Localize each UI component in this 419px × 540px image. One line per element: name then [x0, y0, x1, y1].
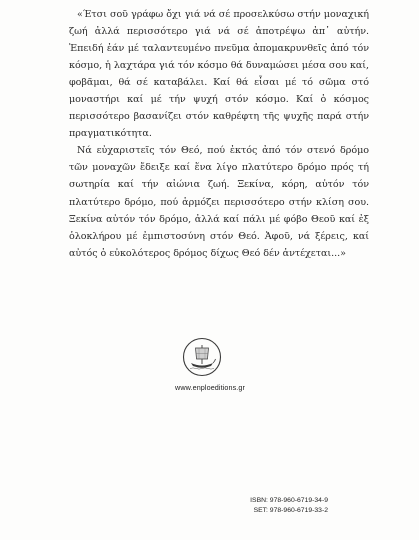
set-isbn-number: SET: 978-960-6719-33-2 — [253, 507, 328, 514]
paragraph-1: «Έτσι σοῦ γράφω ὄχι γιά νά σέ προσελκύσω στήν μοναχική ζωή ἀλλά περισσότερο γιά νά σέ ἀποτρέψω ἀπ᾿ αὐτήν. Ἐπειδή ἐάν μέ ταλαντευμένο πνεῦμα ἀπομακρυνθεῖς ἀπό τόν κόσμο, ἡ λαχτάρα γιά τόν κόσμο θά δυναμώσει μέσα σου καί, φοβᾶμαι, θά σέ καταβάλει. Καί θά εἶσαι μέ τό σῶμα στό μοναστήρι καί μέ τήν ψυχή στόν κόσμο. Καί ὁ κόσμος περισσότερο βασανίζει στόν καθρέφτη τῆς ψυχῆς παρά στήν πραγματικότητα. — [69, 9, 369, 140]
paragraph-2: Νά εὐχαριστεῖς τόν Θεό, πού ἐκτός ἀπό τόν στενό δρόμο τῶν μοναχῶν ἔδειξε καί ἕνα λίγο πλατύτερο δρόμο πρός τή σωτηρία καί τήν αἰώνια ζωή. Ξεκίνα, κόρη, αὐτόν τόν πλατύτερο δρόμο, πού ἁρμόζει περισσότερο στήν κλίση σου. Ξεκίνα αὐτόν τόν δρόμο, ἀλλά καί πάλι μέ φόβο Θεοῦ καί ἐξ ὁλοκλήρου μέ ἐμπιστοσύνη στόν Θεό. Ἀφοῦ, νά ξέρεις, καί αὐτός ὁ εὐκολότερος δρόμος δίχως Θεό δέν ἀντέχεται...» — [69, 145, 369, 259]
isbn-number: ISBN: 978-960-6719-34-9 — [250, 497, 328, 504]
ship-logo-icon — [182, 337, 222, 377]
back-cover-text — [69, 6, 369, 262]
isbn-block — [210, 496, 328, 516]
publisher-website: www.enploeditions.gr — [175, 383, 245, 392]
